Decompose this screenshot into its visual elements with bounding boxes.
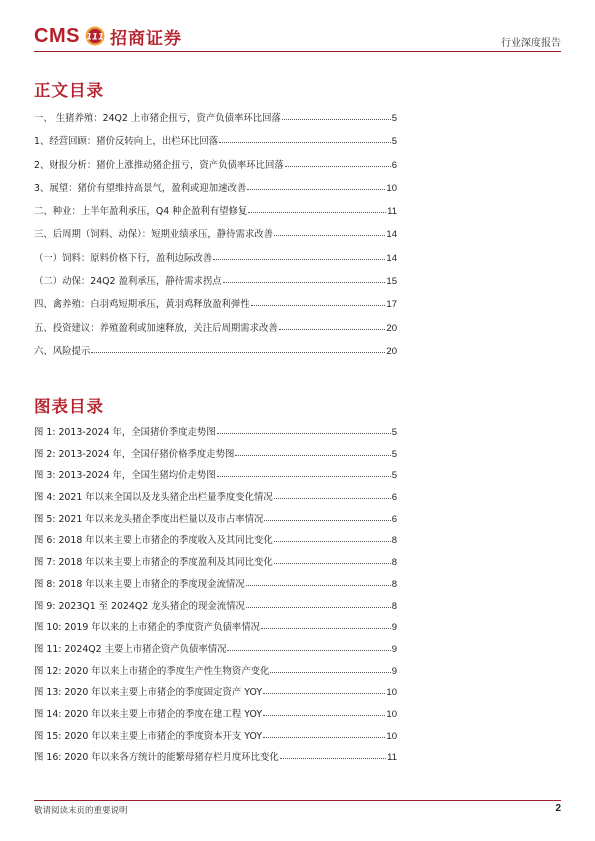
figures-entry-page: 8 [391,535,397,547]
figures-entry[interactable] [34,467,397,489]
figures-entry-page: 6 [391,513,397,525]
dot-leader [279,329,386,330]
dot-leader [247,189,385,190]
figures-entry-page: 10 [386,730,397,742]
figures-entry-label: 图 10: 2019 年以来的上市猪企的季度资产负债率情况 [34,622,261,634]
figures-entry-page: 5 [391,427,397,438]
figures-entry[interactable] [34,446,397,468]
figures-entry-page: 5 [391,470,397,482]
figures-entry-label: 图 12: 2020 年以来上市猪企的季度生产性生物资产变化 [34,665,270,677]
toc-entry-label: 五、投资建议：养殖盈利或加速释放，关注后周期需求改善 [34,322,278,334]
figures-entry[interactable] [34,511,397,533]
figures-entry[interactable] [34,684,397,706]
figures-entry-label: 图 1: 2013-2024 年，全国猪价季度走势图 [34,427,216,438]
dot-leader [263,693,385,694]
logo-latin: CMS [34,24,80,47]
dot-leader [274,563,391,564]
header-divider [34,51,561,52]
page-number: 2 [555,803,561,814]
logo-mark-icon [85,26,105,46]
report-type-label: 行业深度报告 [501,38,561,49]
toc-entry-page: 5 [391,136,397,148]
toc-entry-label: 1、经营回顾：猪价反转向上，出栏环比回落 [34,136,219,148]
figures-entry-page: 9 [391,665,397,677]
toc-entry-label: 四、禽养殖：白羽鸡短期承压，黄羽鸡释放盈利弹性 [34,299,250,311]
dot-leader [285,166,391,167]
figures-entry[interactable] [34,619,397,641]
toc-entry-page: 15 [386,276,397,288]
dot-leader [270,672,390,673]
figures-list [34,424,397,771]
dot-leader [274,498,391,499]
figures-entry[interactable] [34,728,397,750]
figures-entry-label: 图 15: 2020 年以来主要上市猪企的季度资本开支 YOY [34,730,263,742]
toc-entry-page: 17 [386,299,397,311]
toc-entry-label: 3、展望：猪价有望维持高景气，盈利或迎加速改善 [34,182,247,194]
figures-entry[interactable] [34,576,397,598]
toc-entry-page: 14 [386,229,397,241]
figures-entry-label: 图 2: 2013-2024 年，全国仔猪价格季度走势图 [34,448,235,460]
figures-entry[interactable] [34,749,397,771]
dot-leader [264,520,390,521]
figures-entry-label: 图 7: 2018 年以来主要上市猪企的季度盈利及其同比变化 [34,557,273,569]
figures-entry[interactable] [34,663,397,685]
dot-leader [227,650,390,651]
dot-leader [248,212,386,213]
dot-leader [263,715,385,716]
figures-entry-label: 图 8: 2018 年以来主要上市猪企的季度现金流情况 [34,578,245,590]
toc-entry-page: 14 [386,252,397,264]
figures-entry[interactable] [34,489,397,511]
toc-entry-label: （一）饲料：原料价格下行，盈利边际改善 [34,252,213,264]
figures-entry[interactable] [34,706,397,728]
figures-entry-page: 10 [386,708,397,720]
company-logo [34,24,182,48]
figures-entry-page: 10 [386,687,397,699]
toc-entry[interactable] [34,157,397,180]
dot-leader [223,282,386,283]
figures-entry-label: 图 5: 2021 年以来龙头猪企季度出栏量以及市占率情况 [34,513,264,525]
toc-entry-label: 2、财报分析：猪价上涨推动猪企扭亏，资产负债率环比回落 [34,159,284,171]
toc-entry[interactable] [34,343,397,366]
toc-entry[interactable] [34,110,397,133]
toc-entry[interactable] [34,226,397,249]
dot-leader [217,433,391,434]
dot-leader [251,305,386,306]
figures-entry-page: 11 [387,752,397,764]
footer-divider [34,800,561,801]
figures-entry-page: 9 [391,622,397,634]
toc-entry[interactable] [34,296,397,319]
toc-entry-page: 5 [391,113,397,124]
dot-leader [91,352,385,353]
figures-entry-label: 图 6: 2018 年以来主要上市猪企的季度收入及其同比变化 [34,535,273,547]
figures-entry-label: 图 4: 2021 年以来全国以及龙头猪企出栏量季度变化情况 [34,492,273,504]
figures-entry[interactable] [34,424,397,446]
svg-text:111: 111 [86,32,104,43]
dot-leader [274,235,385,236]
figures-entry-label: 图 11: 2024Q2 主要上市猪企资产负债率情况 [34,643,227,655]
toc-entry[interactable] [34,203,397,226]
dot-leader [274,541,391,542]
toc-entry[interactable] [34,133,397,156]
dot-leader [246,607,391,608]
figures-entry-label: 图 14: 2020 年以来主要上市猪企的季度在建工程 YOY [34,708,263,720]
dot-leader [282,119,391,120]
toc-entry[interactable] [34,320,397,343]
logo-chinese: 招商证券 [109,28,182,49]
figures-title: 图表目录 [34,397,104,416]
figures-entry-page: 8 [391,600,397,612]
toc-entry[interactable] [34,250,397,273]
dot-leader [280,758,386,759]
toc-entry[interactable] [34,180,397,203]
dot-leader [235,455,390,456]
figures-entry-page: 8 [391,578,397,590]
dot-leader [219,142,391,143]
dot-leader [246,585,391,586]
toc-entry-page: 10 [386,182,397,194]
toc-entry-label: 六、风险提示 [34,345,91,357]
toc-entry-page: 20 [386,345,397,357]
figures-entry[interactable] [34,532,397,554]
dot-leader [217,476,391,477]
toc-entry-page: 6 [391,159,397,171]
toc-entry-label: 三、后周期（饲料、动保）：短期业绩承压，静待需求改善 [34,229,274,241]
figures-entry-page: 5 [391,448,397,460]
figures-entry-label: 图 3: 2013-2024 年，全国生猪均价走势图 [34,470,216,482]
footer-disclaimer: 敬请阅读末页的重要说明 [34,806,128,816]
toc-title: 正文目录 [34,81,104,100]
figures-entry[interactable] [34,641,397,663]
figures-entry-page: 8 [391,557,397,569]
dot-leader [213,259,385,260]
toc-entry-page: 20 [386,322,397,334]
toc-entry-label: 一、 生猪养殖：24Q2 上市猪企扭亏，资产负债率环比回落 [34,113,281,124]
figures-entry-page: 6 [391,492,397,504]
figures-entry-label: 图 13: 2020 年以来主要上市猪企的季度固定资产 YOY [34,687,263,699]
figures-entry[interactable] [34,554,397,576]
toc-entry[interactable] [34,273,397,296]
figures-entry-page: 9 [391,643,397,655]
figures-entry-label: 图 16: 2020 年以来各方统计的能繁母猪存栏月度环比变化 [34,752,279,764]
toc-list [34,110,397,366]
toc-entry-label: 二、种业：上半年盈利承压，Q4 种企盈利有望修复 [34,206,248,218]
figures-entry[interactable] [34,598,397,620]
figures-entry-label: 图 9: 2023Q1 至 2024Q2 龙头猪企的现金流情况 [34,600,245,612]
dot-leader [263,737,385,738]
toc-entry-page: 11 [387,206,397,218]
toc-entry-label: （二）动保：24Q2 盈利承压，静待需求拐点 [34,276,222,288]
dot-leader [261,628,391,629]
